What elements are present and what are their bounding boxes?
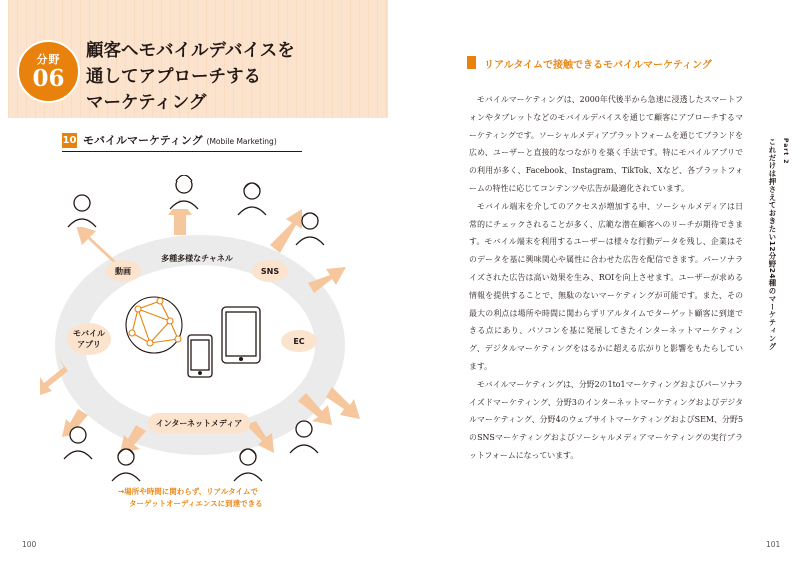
chapter-title-line-2: 通してアプローチする [86, 67, 261, 87]
right-page [400, 0, 800, 567]
chapter-label: 分野 [36, 53, 61, 66]
label-mobile-app [67, 323, 111, 355]
tablet-icon [222, 307, 260, 363]
label-internet-media [148, 413, 250, 433]
side-tab [765, 138, 797, 408]
page-number-right: 101 [766, 540, 781, 549]
side-tab-part: Part 2 [782, 138, 789, 165]
label-sns [252, 260, 288, 282]
chapter-number: 06 [32, 65, 65, 92]
label-ec [281, 330, 317, 352]
arrow-top-right [270, 209, 302, 253]
body-text [469, 91, 743, 465]
label-mobile-app-line-1: モバイル [73, 329, 105, 338]
diagram-caption [118, 486, 288, 510]
label-video-text: 動画 [115, 267, 131, 276]
network-globe-icon [126, 297, 182, 353]
section-rule [62, 151, 302, 152]
label-ec-text: EC [293, 337, 305, 346]
section-title-text: モバイルマーケティング [83, 134, 203, 147]
label-sns-text: SNS [260, 267, 280, 276]
section-subheading: リアルタイムで接触できるモバイルマーケティング [484, 60, 712, 71]
smartphone-icon [188, 335, 212, 377]
person-icon [234, 449, 262, 481]
chapter-title-line-1: 顧客へモバイルデバイスを [86, 41, 295, 61]
channels-label: 多種多様なチャネル [161, 254, 233, 263]
side-tab-title: これだけは押さえておきたい12分野24種のマーケティング [768, 138, 777, 351]
section-number: 10 [62, 135, 77, 146]
heading-marker [467, 56, 476, 69]
label-mobile-app-line-2: アプリ [77, 340, 101, 349]
section-heading [62, 131, 302, 153]
person-icon [68, 195, 96, 227]
person-icon [112, 449, 140, 481]
arrow-right [326, 387, 360, 419]
chapter-title-line-3: マーケティング [86, 93, 207, 113]
caption-line-2: ターゲットオーディエンスに到達できる [129, 499, 263, 508]
chapter-title [86, 38, 326, 116]
mobile-marketing-diagram [40, 175, 360, 485]
caption-line-1: →場所や時間に関わらず、リアルタイムで [118, 487, 258, 496]
page-number-left: 100 [22, 540, 37, 549]
chapter-badge [17, 40, 80, 103]
paragraph-2: モバイル端末を介してのアクセスが増加する中、ソーシャルメディアは日常的にチェックされることが多く、広範な潜在顧客へのリーチが期待できます。モバイル端末を利用するユーザーは様々な行動データを残し、企業はそのデータを基に興味関心や属性に合わせた広告を配信できます。パーソナライズされた広告は高い効果を生み、ROIを向上させます。ユーザーが求める情報を提供することで、無駄のないマーケティングが可能です。また、その最大の利点は場所や時間に関わらずリアルタイムでターゲット顧客に到達できる点にあり、パソコンを基に発展してきたインターネットマーケティング、デジタルマーケティングをはるかに超える広がりと影響をもたらしています。 [469, 201, 743, 371]
label-internet-media-text: インターネットメディア [155, 419, 243, 428]
paragraph-1: モバイルマーケティングは、2000年代後半から急速に浸透したスマートフォンやタブレットなどのモバイルデバイスを通じて顧客にアプローチするマーケティングです。ソーシャルメディアプラットフォームを通じてブランドを広め、ユーザーと直接的なつながりを築く手法です。特にモバイルアプリでの利用が多く、Facebook、Instagram、TikTok、Xなど、各プラットフォームの特性に応じてコンテンツや広告が最適化されています。 [469, 95, 743, 193]
label-video [105, 260, 141, 282]
section-title [83, 132, 277, 148]
person-icon [170, 175, 198, 209]
paragraph-3: モバイルマーケティングは、分野2の1to1マーケティングおよびパーソナライズドマーケティング、分野3のインターネットマーケティングおよびデジタルマーケティング、分野4のウェブサイトマーケティングおよびSEM、分野5のSNSマーケティングおよびソーシャルメディアマーケティングの実行プラットフォームになっています。 [469, 379, 743, 460]
section-subtitle: (Mobile Marketing) [206, 137, 277, 146]
person-icon [238, 183, 266, 215]
